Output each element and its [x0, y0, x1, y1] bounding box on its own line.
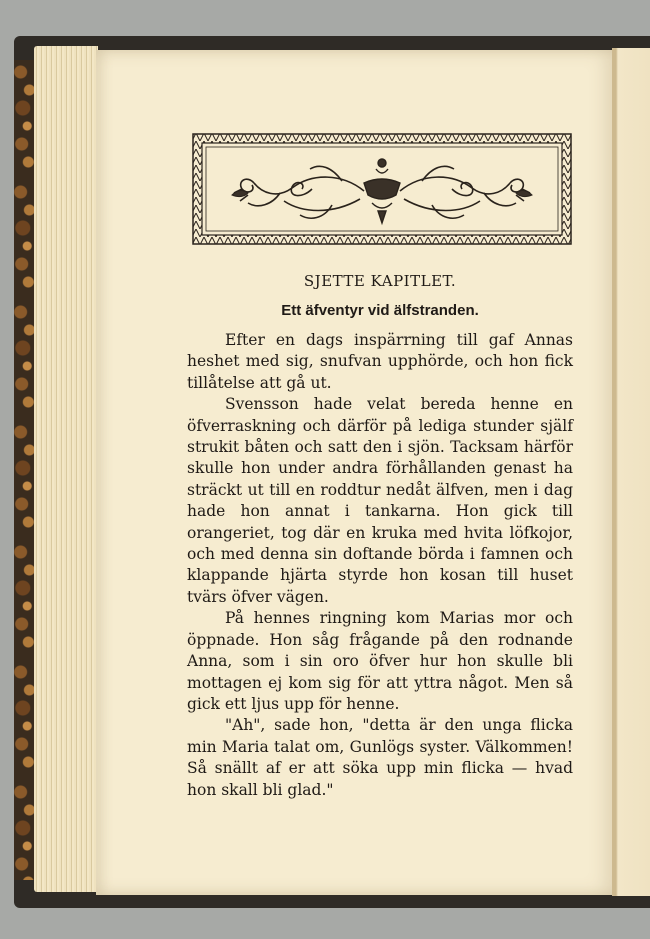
page-text	[187, 262, 573, 801]
chapter-subtitle: Ett äfventyr vid älfstranden.	[281, 302, 479, 319]
chapter-ornament	[192, 133, 572, 245]
page-edges	[34, 46, 98, 892]
marbled-cover-edge	[14, 60, 36, 880]
facing-page-edge	[612, 48, 650, 896]
paragraph: "Ah", sade hon, "detta är den unga flicka min Maria talat om, Gunlögs syster. Välkommen! Så snällt af er att söka upp min flicka — hvad hon skall bli glad."	[187, 716, 573, 799]
chapter-heading: SJETTE KAPITLET.	[303, 272, 457, 290]
paragraph: Efter en dags inspärrning till gaf Annas heshet med sig, snufvan upphörde, och hon fick tillåtelse att gå ut.	[187, 331, 573, 392]
paragraph: Svensson hade velat bereda henne en öfverraskning och därför på lediga stunder själf strukit båten och satt den i sjön. Tacksam härför skulle hon under andra förhållanden genast ha sträckt ut till en roddtur nedåt älfven, men i dag hade hon annat i tankarna. Hon gick till orangeriet, tog där en kruka med hvita löfkojor, och med denna sin doftande börda i famnen och klappande hjärta styrde hon kosan till huset tvärs öfver vägen.	[187, 395, 573, 606]
paragraph: På hennes ringning kom Marias mor och öppnade. Hon såg frågande på den rodnande Anna, som i sin oro öfver hur hon skulle bli mottagen ej kom sig för att yttra något. Men så gick ett ljus upp för henne.	[187, 609, 573, 713]
